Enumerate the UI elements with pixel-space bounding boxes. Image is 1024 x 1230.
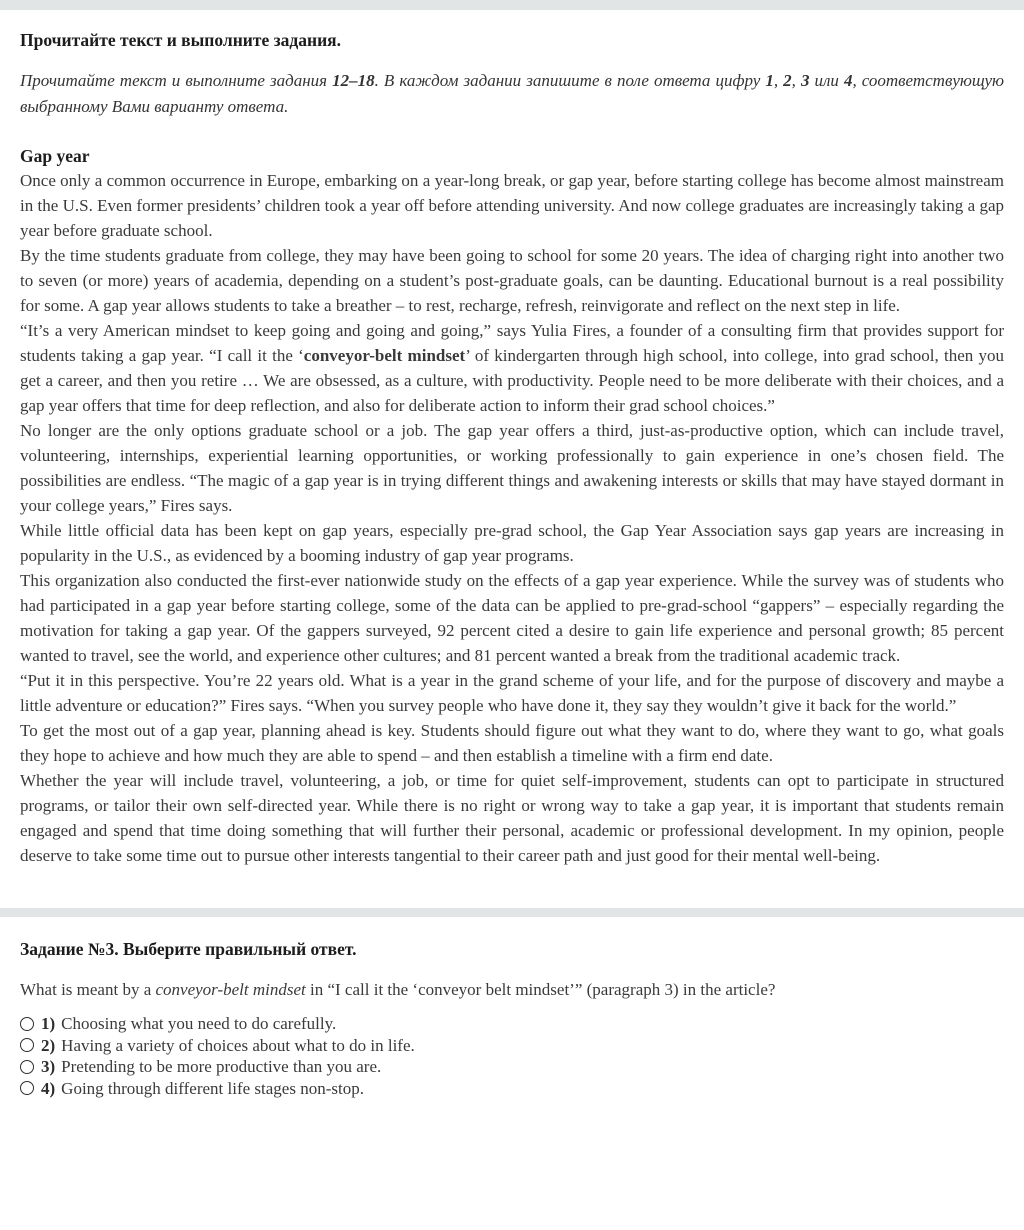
option-number: 4) [41, 1078, 56, 1098]
answer-option-2[interactable] [20, 1035, 1004, 1057]
radio-button-1[interactable] [20, 1017, 34, 1031]
text-segment: 2 [783, 71, 792, 90]
radio-button-3[interactable] [20, 1060, 34, 1074]
text-segment: in “I call it the ‘conveyor belt mindset’” (paragraph 3) in the article? [310, 980, 776, 999]
option-number: 3) [41, 1057, 56, 1076]
article-paragraph-8: To get the most out of a gap year, planning ahead is key. Students should figure out what they want to do, where they want to go, what goals they hope to achieve and how much they are able to spend – and then establish a timeline with a firm end date. [20, 721, 1004, 765]
task-title: Задание №3. Выберите правильный ответ. [20, 939, 357, 959]
section-divider [0, 908, 1024, 917]
text-segment: 3 [800, 71, 810, 90]
article-paragraph-1: Once only a common occurrence in Europe, embarking on a year-long break, or gap year, before starting college has become almost mainstream in the U.S. Even former presidents’ children took a year off before attending university. And now college graduates are increasingly taking a gap year before graduate school. [20, 171, 1004, 240]
article-paragraph-4: No longer are the only options graduate school or a job. The gap year offers a third, just-as-productive option, which can include travel, volunteering, internships, experiential learning opportunities, or working professionally to gain experience in one’s chosen field. The possibilities are endless. “The magic of a gap year is in trying different things and awakening interests or skills that may have stayed dormant in your college years,” Fires says. [20, 421, 1004, 515]
article-paragraph-5: While little official data has been kept on gap years, especially pre-grad school, the Gap Year Association says gap years are increasing in popularity in the U.S., as evidenced by a booming industry of gap year programs. [20, 521, 1004, 565]
answer-option-3[interactable] [20, 1056, 1004, 1078]
article-paragraph-6: This organization also conducted the first-ever nationwide study on the effects of a gap year experience. While the survey was of students who had participated in a gap year before starting college, some of the data can be applied to pre-grad-school “gappers” – especially regarding the motivation for taking a gap year. Of the gappers surveyed, 92 percent cited a desire to gain life experience and personal growth; 85 percent wanted to travel, see the world, and experience other cultures; and 81 percent wanted a break from the traditional academic track. [20, 571, 1004, 665]
text-segment: conveyor-belt mindset [155, 980, 310, 999]
text-segment: “It’s a very American mindset to keep going and going and going,” says Yulia Fires, a founder of a consulting firm that provides support for students taking a gap year. “I call it the ‘ [20, 321, 1004, 365]
option-text: Having a variety of choices about what to do in life. [61, 1035, 415, 1055]
radio-button-2[interactable] [20, 1038, 34, 1052]
text-segment: What is meant by a [20, 980, 156, 999]
article-paragraph-3 [20, 318, 1004, 418]
top-bar [0, 0, 1024, 10]
text-segment: , [773, 71, 784, 90]
radio-button-4[interactable] [20, 1081, 34, 1095]
article-paragraph-2: By the time students graduate from college, they may have been going to school for some 20 years. The idea of charging right into another two to seven (or more) years of academia, depending on a student’s post-graduate goals, can be daunting. Educational burnout is a real possibility for some. A gap year allows students to take a breather – to rest, recharge, refresh, reinvigorate and reflect on the next step in life. [20, 246, 1004, 315]
reading-section [0, 10, 1024, 868]
text-segment: 12–18 [332, 71, 375, 90]
text-segment: или [809, 71, 844, 90]
option-text: Choosing what you need to do carefully. [61, 1014, 337, 1033]
task-section [0, 917, 1024, 1099]
question-text [20, 978, 1004, 1002]
option-text: Going through different life stages non-stop. [61, 1078, 364, 1098]
article-paragraph-9: Whether the year will include travel, volunteering, a job, or time for quiet self-improvement, students can opt to participate in structured programs, or tailor their own self-directed year. While there is no right or wrong way to take a gap year, it is important that students remain engaged and spend that time doing something that will further their personal, academic or professional development. In my opinion, people deserve to take some time out to pursue other interests tangential to their career path and just good for their mental well-being. [20, 771, 1004, 865]
text-segment: , соответствующую выбранному Вами варианту ответа. [20, 71, 1005, 116]
option-number: 2) [41, 1035, 56, 1055]
article-title: Gap year [20, 146, 90, 166]
answer-option-1[interactable] [20, 1013, 1004, 1035]
article-paragraph-7: “Put it in this perspective. You’re 22 years old. What is a year in the grand scheme of your life, and for the purpose of discovery and maybe a little adventure or education?” Fires says. “When you survey people who have done it, they say they wouldn’t give it back for the world.” [20, 671, 1004, 715]
option-number: 1) [41, 1014, 56, 1033]
text-segment: Прочитайте текст и выполните задания [20, 71, 333, 90]
text-segment: . В каждом задании запишите в поле ответа цифру [374, 71, 766, 90]
instruction-text [20, 68, 1004, 120]
text-segment: , [791, 71, 801, 90]
text-segment: ’ of kindergarten through high school, into college, into grad school, then you get a career, and then you retire … We are obsessed, as a culture, with productivity. People need to be more deliberate with their choices, and a gap year offers that time for deep reflection, and also for deliberate action to inform their grad school choices.” [20, 346, 1004, 415]
options-list [20, 1013, 1004, 1099]
instruction-title: Прочитайте текст и выполните задания. [20, 30, 342, 50]
text-segment: 1 [765, 71, 774, 90]
answer-option-4[interactable] [20, 1078, 1004, 1100]
option-text: Pretending to be more productive than you are. [61, 1057, 382, 1076]
article-body [20, 168, 1004, 868]
text-segment: conveyor-belt mindset [303, 346, 466, 365]
text-segment: 4 [843, 71, 853, 90]
